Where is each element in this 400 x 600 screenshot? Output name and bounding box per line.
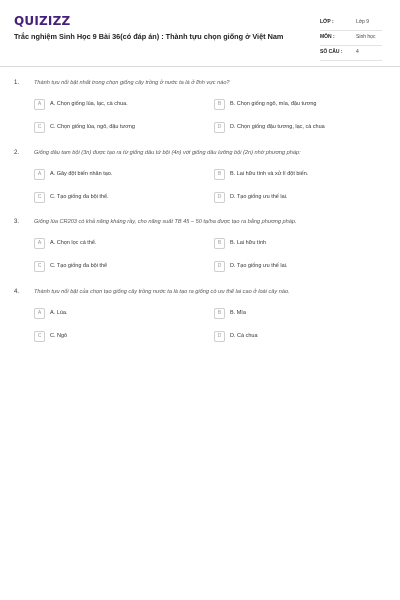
option-letter-box: A	[34, 99, 45, 110]
meta-value: 4	[356, 49, 359, 55]
option-text: C. Tạo giống đa bội thể	[50, 263, 108, 269]
option-c[interactable]	[34, 261, 204, 273]
option-b[interactable]	[214, 99, 384, 111]
option-letter-box: D	[214, 261, 225, 272]
question-number: 3.	[14, 219, 20, 225]
option-a[interactable]	[34, 169, 204, 181]
option-letter-box: B	[214, 169, 225, 180]
option-text: C. Tạo giống đa bội thể.	[50, 194, 109, 200]
meta-row-subject	[320, 31, 382, 46]
question-2	[14, 150, 386, 210]
question-text: Giống lúa CR203 có khả năng kháng rầy, cho năng suất TB 45 – 50 tạ/ha được tạo ra bằng phương pháp.	[34, 219, 297, 225]
meta-label: LỚP :	[320, 19, 334, 25]
worksheet-meta	[320, 16, 382, 61]
question-1	[14, 80, 386, 140]
option-text: B. Lai hữu tính và xử lí đột biến.	[230, 171, 309, 177]
question-number: 1.	[14, 80, 20, 86]
option-text: D. Tạo giống ưu thế lai.	[230, 194, 288, 200]
question-number: 4.	[14, 289, 20, 295]
option-letter-box: C	[34, 122, 45, 133]
option-a[interactable]	[34, 308, 204, 320]
quizizz-logo: QUIZIZZ	[14, 14, 71, 28]
question-text: Thành tựu nổi bật của chọn tạo giống cây trồng nước ta là tạo ra giống có ưu thế lai cao ở loài cây nào.	[34, 289, 290, 295]
option-text: A. Gây đột biến nhân tạo.	[50, 171, 113, 177]
option-letter-box: A	[34, 169, 45, 180]
option-c[interactable]	[34, 192, 204, 204]
option-d[interactable]	[214, 261, 384, 273]
option-text: D. Tạo giống ưu thế lai.	[230, 263, 288, 269]
option-letter-box: C	[34, 192, 45, 203]
option-d[interactable]	[214, 192, 384, 204]
option-text: B. Mía	[230, 310, 246, 316]
option-text: C. Chọn giống lúa, ngô, đậu tương	[50, 124, 135, 130]
option-c[interactable]	[34, 331, 204, 343]
meta-label: SỐ CÂU :	[320, 49, 343, 55]
option-d[interactable]	[214, 122, 384, 134]
option-a[interactable]	[34, 238, 204, 250]
option-text: D. Cà chua	[230, 333, 258, 339]
option-letter-box: B	[214, 308, 225, 319]
option-text: A. Chọn lọc cá thể.	[50, 240, 97, 246]
option-letter-box: A	[34, 238, 45, 249]
option-d[interactable]	[214, 331, 384, 343]
meta-row-count	[320, 46, 382, 61]
option-c[interactable]	[34, 122, 204, 134]
option-letter-box: B	[214, 99, 225, 110]
option-text: B. Chọn giống ngô, mía, đậu tương	[230, 101, 317, 107]
worksheet-header	[10, 10, 390, 70]
option-a[interactable]	[34, 99, 204, 111]
meta-value: Lớp 9	[356, 19, 370, 25]
option-text: D. Chọn giống đậu tương, lạc, cà chua	[230, 124, 325, 130]
option-text: A. Lúa.	[50, 310, 68, 316]
meta-row-class	[320, 16, 382, 31]
question-4	[14, 289, 386, 349]
option-letter-box: A	[34, 308, 45, 319]
option-b[interactable]	[214, 308, 384, 320]
option-letter-box: D	[214, 122, 225, 133]
option-text: A. Chọn giống lúa, lạc, cà chua.	[50, 101, 128, 107]
question-number: 2.	[14, 150, 20, 156]
option-b[interactable]	[214, 169, 384, 181]
option-letter-box: D	[214, 192, 225, 203]
meta-value: Sinh học	[356, 34, 376, 40]
header-divider	[0, 66, 400, 67]
question-text: Giống dâu tam bội (3n) được tạo ra từ giống dâu tứ bội (4n) với giống dâu lưỡng bội (2n) nhờ phương pháp:	[34, 150, 301, 156]
option-letter-box: B	[214, 238, 225, 249]
option-text: C. Ngô	[50, 333, 68, 339]
question-text: Thành tựu nổi bật nhất trong chọn giống cây trồng ở nước ta là ở lĩnh vực nào?	[34, 80, 230, 86]
option-letter-box: C	[34, 261, 45, 272]
option-letter-box: C	[34, 331, 45, 342]
worksheet-title: Trắc nghiệm Sinh Học 9 Bài 36(có đáp án) : Thành tựu chọn giống ở Việt Nam	[14, 32, 284, 41]
question-3	[14, 219, 386, 279]
option-letter-box: D	[214, 331, 225, 342]
option-text: B. Lai hữu tính	[230, 240, 267, 246]
meta-label: MÔN :	[320, 34, 335, 40]
option-b[interactable]	[214, 238, 384, 250]
